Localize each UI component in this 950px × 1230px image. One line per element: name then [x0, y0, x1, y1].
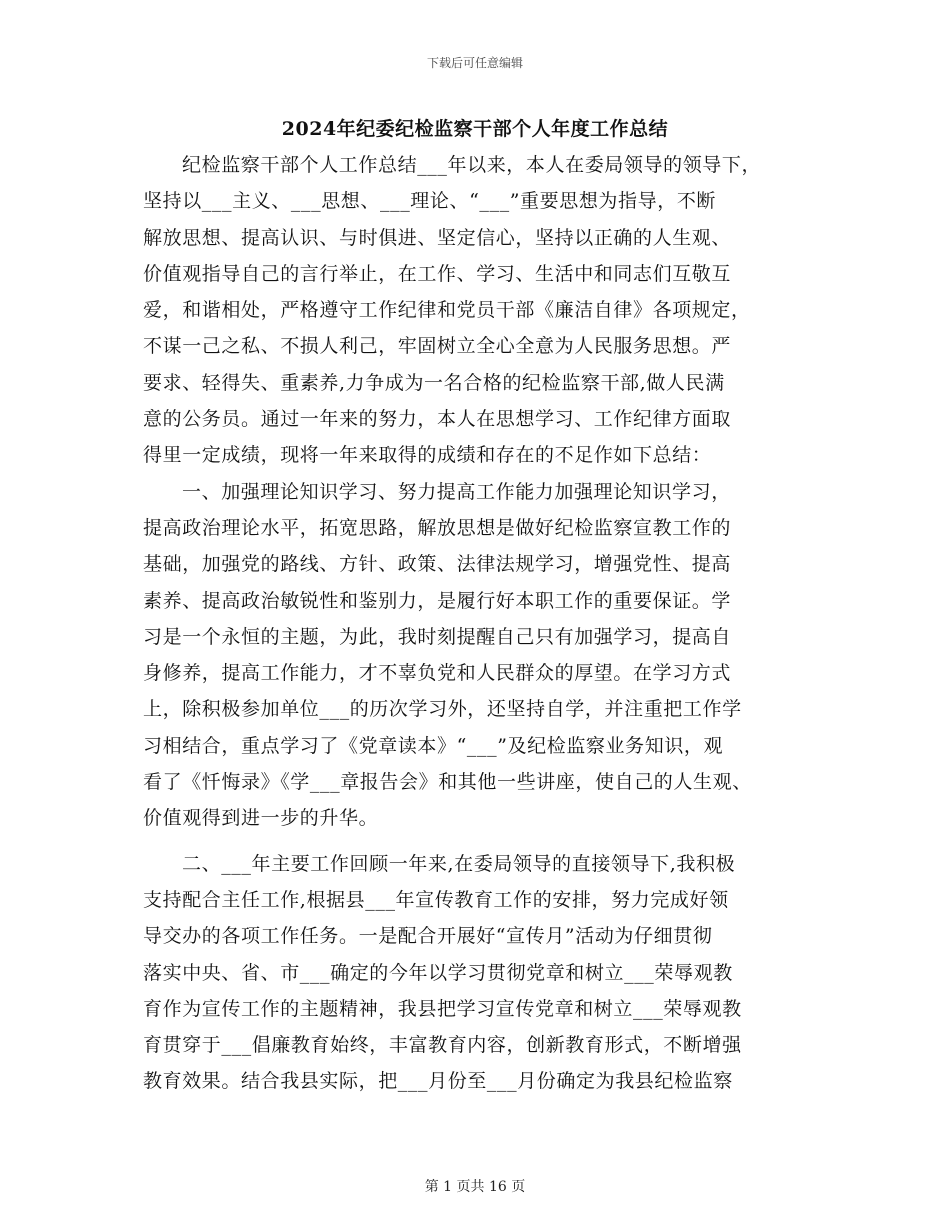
body-line: 要求、轻得失、重素养,力争成为一名合格的纪检监察干部,做人民满 — [143, 371, 725, 394]
body-line: 得里一定成绩，现将一年来取得的成绩和存在的不足作如下总结： — [143, 444, 712, 467]
body-line: 导交办的各项工作任务。一是配合开展好“宣传月”活动为仔细贯彻 — [143, 925, 713, 948]
body-line: 坚持以___主义、___思想、___理论、“___”重要思想为指导，不断 — [143, 190, 717, 213]
body-line: 提高政治理论水平，拓宽思路，解放思想是做好纪检监察宣教工作的 — [143, 516, 732, 539]
body-line: 价值观得到进一步的升华。 — [143, 807, 379, 830]
body-line: 习相结合，重点学习了《党章读本》“___”及纪检监察业务知识，观 — [143, 734, 724, 757]
body-line: 上，除积极参加单位___的历次学习外，还坚持自学，并注重把工作学 — [143, 698, 742, 721]
body-line: 价值观指导自己的言行举止，在工作、学习、生活中和同志们互敬互 — [143, 262, 732, 285]
document-body — [143, 147, 815, 1100]
body-line: 纪检监察干部个人工作总结___年以来，本人在委局领导的领导下， — [182, 154, 762, 176]
body-line: 育作为宣传工作的主题精神，我县把学习宣传党章和树立___荣辱观教 — [143, 997, 742, 1020]
body-line: 看了《忏悔录》《学___章报告会》和其他一些讲座，使自己的人生观、 — [143, 771, 752, 794]
body-line: 爱，和谐相处，严格遵守工作纪律和党员干部《廉洁自律》各项规定， — [143, 299, 751, 322]
body-line: 素养、提高政治敏锐性和鉴别力，是履行好本职工作的重要保证。学 — [143, 589, 732, 612]
body-line: 基础，加强党的路线、方针、政策、法律法规学习，增强党性、提高 — [143, 553, 732, 576]
page-header-note: 下载后可任意编辑 — [426, 56, 523, 70]
page-number-indicator: 第 1 页共 16 页 — [424, 1179, 526, 1195]
body-line: 解放思想、提高认识、与时俱进、坚定信心，坚持以正确的人生观、 — [143, 226, 732, 249]
body-line: 落实中央、省、市___确定的今年以学习贯彻党章和树立___荣辱观教 — [143, 961, 733, 984]
body-line: 一、加强理论知识学习、努力提高工作能力加强理论知识学习， — [182, 480, 731, 503]
document-title: 2024年纪委纪检监察干部个人年度工作总结 — [281, 118, 669, 140]
body-line: 习是一个永恒的主题，为此，我时刻提醒自己只有加强学习，提高自 — [143, 625, 732, 648]
body-line: 支持配合主任工作,根据县___年宣传教育工作的安排，努力完成好领 — [143, 888, 729, 911]
body-line: 二、___年主要工作回顾一年来,在委局领导的直接领导下,我积极 — [182, 852, 736, 875]
body-line: 育贯穿于___倡廉教育始终，丰富教育内容，创新教育形式，不断增强 — [143, 1034, 742, 1057]
body-line: 意的公务员。通过一年来的努力，本人在思想学习、工作纪律方面取 — [143, 408, 732, 431]
body-line: 身修养，提高工作能力，才不辜负党和人民群众的厚望。在学习方式 — [143, 662, 732, 685]
body-line: 教育效果。结合我县实际，把___月份至___月份确定为我县纪检监察 — [143, 1070, 733, 1093]
body-line: 不谋一己之私、不损人利己，牢固树立全心全意为人民服务思想。严 — [143, 335, 732, 358]
